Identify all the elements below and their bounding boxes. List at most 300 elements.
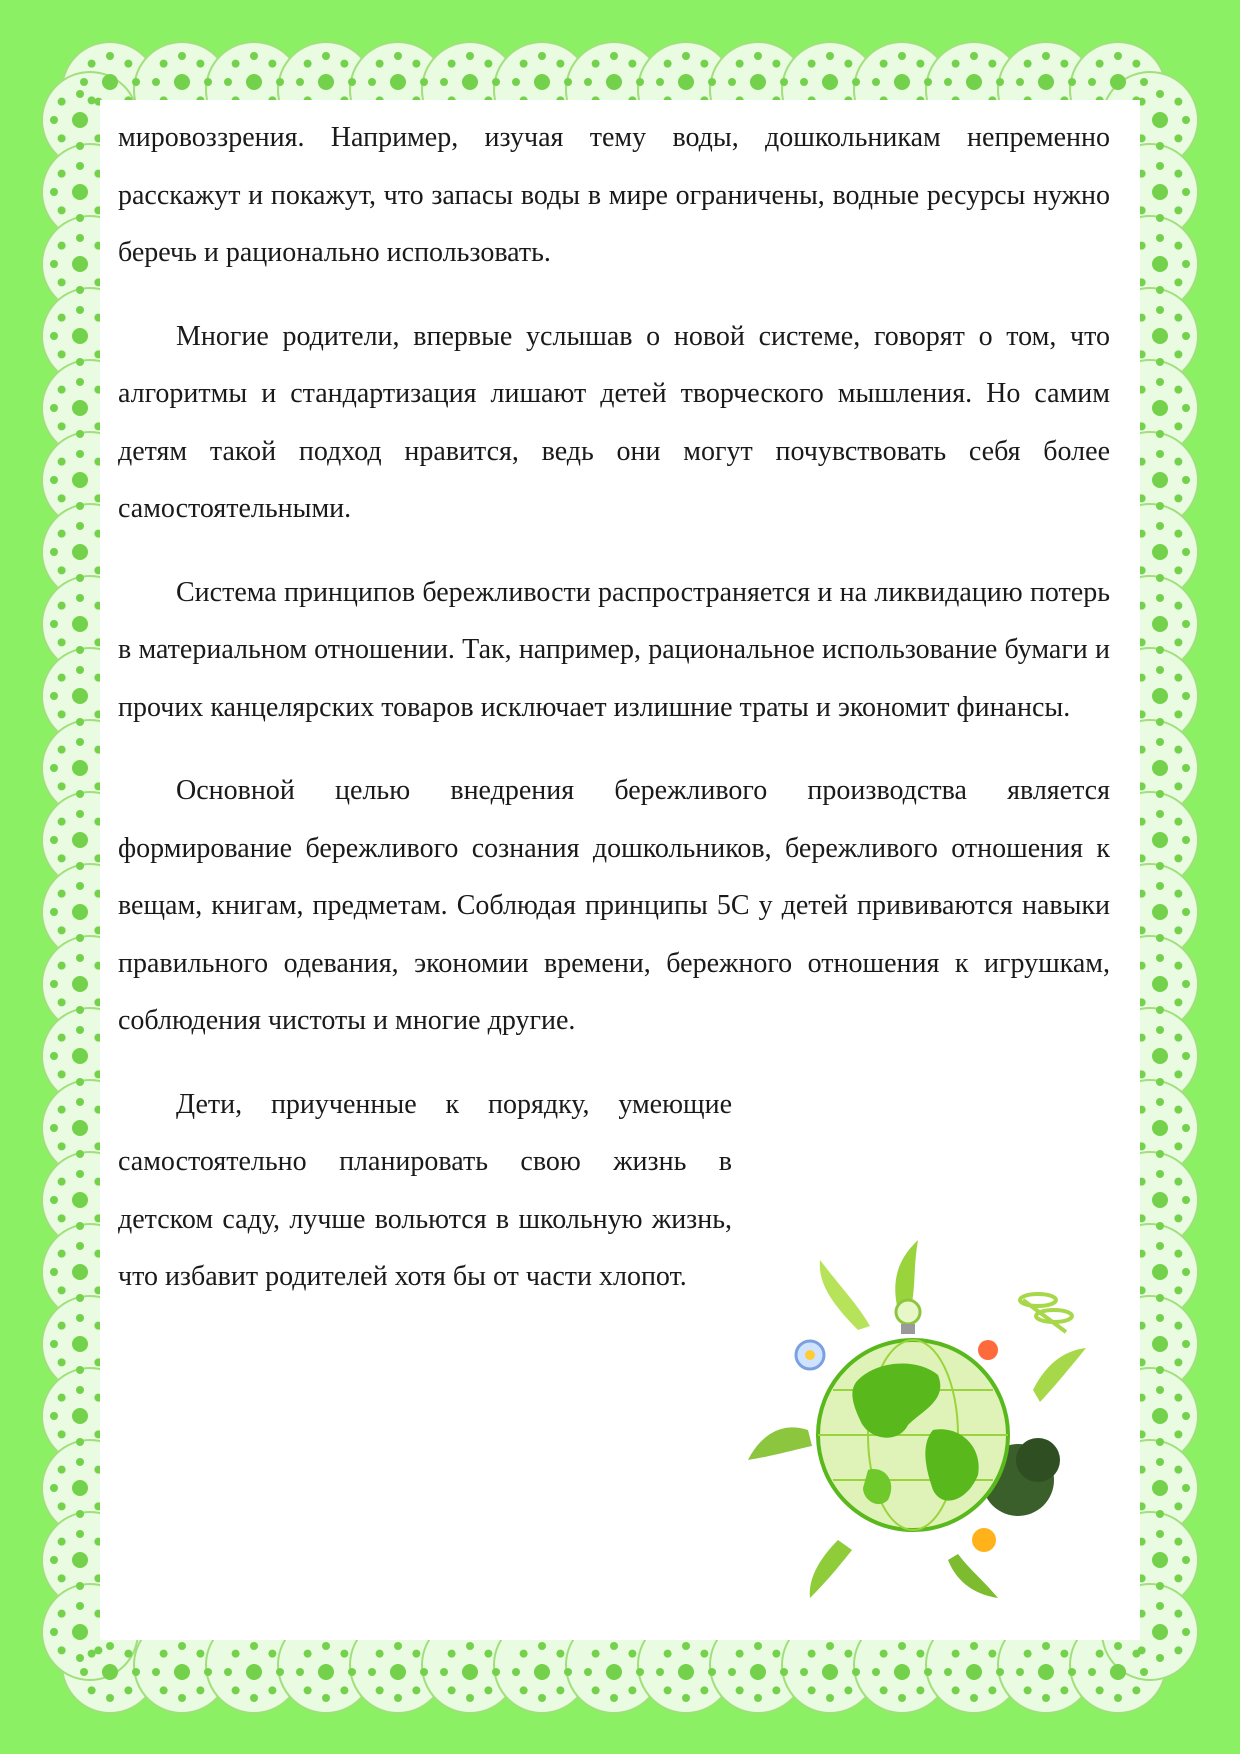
lace-scallop <box>1140 1668 1148 1676</box>
lace-scallop <box>58 1286 66 1294</box>
lace-scallop <box>916 1650 924 1658</box>
lace-scallop <box>564 1668 572 1676</box>
lace-scallop <box>50 836 58 844</box>
lace-scallop <box>512 78 520 86</box>
lace-scallop <box>1182 764 1190 772</box>
lace-scallop <box>1156 882 1164 890</box>
lace-scallop <box>1114 1694 1122 1702</box>
lace-scallop <box>50 188 58 196</box>
lace-scallop <box>448 60 456 68</box>
lace-scallop <box>76 1098 84 1106</box>
lace-scallop <box>76 142 84 150</box>
lace-scallop <box>58 134 66 142</box>
lace-scallop <box>50 1556 58 1564</box>
lace-scallop <box>50 1196 58 1204</box>
lace-scallop <box>412 1686 420 1694</box>
lace-scallop <box>72 544 88 560</box>
lace-scallop <box>700 60 708 68</box>
lace-scallop <box>1038 1664 1054 1680</box>
lace-scallop <box>1096 1686 1104 1694</box>
lace-scallop <box>780 78 788 86</box>
lace-scallop <box>1152 1048 1168 1064</box>
lace-scallop <box>58 710 66 718</box>
lace-scallop <box>1156 954 1164 962</box>
lace-scallop <box>376 1650 384 1658</box>
lace-scallop <box>76 1366 84 1374</box>
lace-scallop <box>76 1078 84 1086</box>
lace-scallop <box>916 60 924 68</box>
lace-scallop <box>1152 1192 1168 1208</box>
lace-scallop <box>1132 60 1140 68</box>
lace-scallop <box>72 616 88 632</box>
lace-scallop <box>72 904 88 920</box>
lace-scallop <box>538 1694 546 1702</box>
lace-scallop <box>76 502 84 510</box>
lace-scallop <box>1174 566 1182 574</box>
lace-scallop <box>894 1664 910 1680</box>
lace-scallop <box>880 1650 888 1658</box>
lace-scallop <box>1152 1552 1168 1568</box>
lace-scallop <box>592 1686 600 1694</box>
lace-scallop <box>826 1694 834 1702</box>
lace-scallop <box>72 256 88 272</box>
lace-scallop <box>72 1048 88 1064</box>
lace-scallop <box>76 666 84 674</box>
lace-scallop <box>50 1628 58 1636</box>
lace-scallop <box>664 1650 672 1658</box>
lace-scallop <box>1174 1358 1182 1366</box>
lace-scallop <box>1182 1052 1190 1060</box>
lace-scallop <box>898 52 906 60</box>
lace-scallop <box>376 60 384 68</box>
lace-scallop <box>466 1694 474 1702</box>
lace-scallop <box>58 1574 66 1582</box>
lace-scallop <box>996 1668 1004 1676</box>
lace-scallop <box>966 74 982 90</box>
lace-scallop <box>1060 1686 1068 1694</box>
lace-scallop <box>1174 1430 1182 1438</box>
lace-scallop <box>1152 904 1168 920</box>
lace-scallop <box>1060 60 1068 68</box>
lace-scallop <box>1156 1222 1164 1230</box>
lace-scallop <box>1156 574 1164 582</box>
lace-scallop <box>808 1650 816 1658</box>
lace-scallop <box>996 78 1004 86</box>
lace-scallop <box>1016 78 1024 86</box>
lace-scallop <box>76 306 84 314</box>
lace-scallop <box>76 1006 84 1014</box>
lace-scallop <box>106 1642 114 1650</box>
lace-scallop <box>1156 1098 1164 1106</box>
lace-scallop <box>952 1650 960 1658</box>
lace-scallop <box>76 1222 84 1230</box>
lace-scallop <box>232 1686 240 1694</box>
lace-scallop <box>988 60 996 68</box>
lace-scallop <box>1182 476 1190 484</box>
lace-scallop <box>1156 1366 1164 1374</box>
lace-scallop <box>1182 260 1190 268</box>
lace-scallop <box>1182 1556 1190 1564</box>
lace-scallop <box>58 98 66 106</box>
lace-scallop <box>1174 962 1182 970</box>
lace-scallop <box>76 522 84 530</box>
lace-scallop <box>1156 1510 1164 1518</box>
lace-scallop <box>448 1650 456 1658</box>
lace-scallop <box>1114 1642 1122 1650</box>
eco-globe-icon <box>748 1240 1088 1600</box>
lace-scallop <box>708 1668 716 1676</box>
lace-scallop <box>76 430 84 438</box>
lace-scallop <box>76 594 84 602</box>
lace-scallop <box>268 1686 276 1694</box>
lace-scallop <box>1152 832 1168 848</box>
lace-scallop <box>394 1694 402 1702</box>
lace-scallop <box>1110 74 1126 90</box>
lace-scallop <box>916 1686 924 1694</box>
lace-scallop <box>58 530 66 538</box>
lace-scallop <box>1042 52 1050 60</box>
lace-scallop <box>1156 718 1164 726</box>
lace-scallop <box>72 1552 88 1568</box>
lace-scallop <box>50 1268 58 1276</box>
lace-scallop <box>420 78 428 86</box>
lace-scallop <box>1174 458 1182 466</box>
lace-scallop <box>50 548 58 556</box>
lace-scallop <box>250 1642 258 1650</box>
lace-scallop <box>944 78 952 86</box>
lace-scallop <box>80 1668 88 1676</box>
lace-scallop <box>58 1538 66 1546</box>
paragraph-3: Система принципов бережливости распространяется и на ликвидацию потерь в материальном отношении. Так, например, рациональное использование бумаги и прочих канцелярских товаров исключает излишние траты и экономит финансы. <box>118 576 1110 723</box>
lace-scallop <box>76 1510 84 1518</box>
lace-scallop <box>178 52 186 60</box>
lace-scallop <box>196 1650 204 1658</box>
lace-scallop <box>800 1668 808 1676</box>
lace-scallop <box>72 976 88 992</box>
lace-scallop <box>708 78 716 86</box>
lace-scallop <box>76 1242 84 1250</box>
lace-scallop <box>1096 1650 1104 1658</box>
lace-scallop <box>58 170 66 178</box>
lace-scallop <box>72 1192 88 1208</box>
lace-scallop <box>656 78 664 86</box>
lace-scallop <box>1152 760 1168 776</box>
lace-scallop <box>628 1686 636 1694</box>
lace-scallop <box>72 472 88 488</box>
lace-scallop <box>1174 1466 1182 1474</box>
lace-scallop <box>1156 522 1164 530</box>
lace-scallop <box>1174 1538 1182 1546</box>
lace-scallop <box>610 1642 618 1650</box>
lace-scallop <box>174 1664 190 1680</box>
lace-scallop <box>970 1642 978 1650</box>
lace-scallop <box>76 862 84 870</box>
lace-scallop <box>50 908 58 916</box>
lace-scallop <box>988 1686 996 1694</box>
lace-scallop <box>58 1502 66 1510</box>
lace-scallop <box>58 206 66 214</box>
lace-scallop <box>1156 1294 1164 1302</box>
lace-scallop <box>412 60 420 68</box>
lace-scallop <box>178 1642 186 1650</box>
lace-scallop <box>736 1650 744 1658</box>
lace-scallop <box>1152 1624 1168 1640</box>
lace-scallop <box>606 1664 622 1680</box>
lace-scallop <box>1152 1408 1168 1424</box>
lace-scallop <box>1152 1480 1168 1496</box>
lace-scallop <box>1174 1646 1182 1654</box>
lace-scallop <box>750 1664 766 1680</box>
document-body <box>118 109 1110 1306</box>
lace-scallop <box>538 1642 546 1650</box>
paragraph-4: Основной целью внедрения бережливого производства является формирование бережливого сознания дошкольников, бережливого отношения к вещам, книгам, предметам. Соблюдая принципы 5С у детей прививаются навыки правильного одевания, экономии времени, бережного отношения к игрушкам, соблюдения чистоты и многие другие. <box>118 775 1110 1036</box>
lace-scallop <box>952 1686 960 1694</box>
lace-scallop <box>852 1668 860 1676</box>
lace-scallop <box>894 74 910 90</box>
lace-scallop <box>160 1650 168 1658</box>
lace-scallop <box>872 1668 880 1676</box>
lace-scallop <box>204 1668 212 1676</box>
lace-scallop <box>1156 1006 1164 1014</box>
lace-scallop <box>1174 1394 1182 1402</box>
lace-scallop <box>368 78 376 86</box>
lace-scallop <box>1174 1610 1182 1618</box>
lace-scallop <box>1156 1530 1164 1538</box>
lace-scallop <box>390 1664 406 1680</box>
lace-scallop <box>72 400 88 416</box>
lace-scallop <box>736 1686 744 1694</box>
lace-scallop <box>1174 386 1182 394</box>
lace-scallop <box>196 60 204 68</box>
lace-scallop <box>1174 782 1182 790</box>
lace-scallop <box>1152 328 1168 344</box>
lace-scallop <box>1174 602 1182 610</box>
lace-scallop <box>678 1664 694 1680</box>
lace-scallop <box>1152 1264 1168 1280</box>
lace-scallop <box>58 1646 66 1654</box>
lace-scallop <box>610 52 618 60</box>
lace-scallop <box>58 1178 66 1186</box>
lace-scallop <box>58 674 66 682</box>
lace-scallop <box>420 1668 428 1676</box>
lace-scallop <box>1068 78 1076 86</box>
lace-scallop <box>1156 1314 1164 1322</box>
lace-scallop <box>76 1170 84 1178</box>
lace-scallop <box>520 60 528 68</box>
lace-scallop <box>94 1646 102 1654</box>
lace-scallop <box>1096 60 1104 68</box>
lace-scallop <box>1156 306 1164 314</box>
lace-scallop <box>1174 818 1182 826</box>
lace-scallop <box>880 1686 888 1694</box>
lace-scallop <box>520 1650 528 1658</box>
lace-scallop <box>76 1530 84 1538</box>
lace-scallop <box>520 1686 528 1694</box>
lace-scallop <box>1114 52 1122 60</box>
lace-scallop <box>1156 1602 1164 1610</box>
lace-scallop <box>1182 908 1190 916</box>
lace-scallop <box>322 52 330 60</box>
lace-scallop <box>58 494 66 502</box>
lace-scallop <box>1174 1142 1182 1150</box>
lace-scallop <box>50 332 58 340</box>
lace-scallop <box>276 78 284 86</box>
lace-scallop <box>58 782 66 790</box>
lace-scallop <box>224 78 232 86</box>
lace-scallop <box>50 404 58 412</box>
lace-scallop <box>1174 890 1182 898</box>
lace-scallop <box>1174 1178 1182 1186</box>
lace-scallop <box>76 574 84 582</box>
lace-scallop <box>1156 1386 1164 1394</box>
lace-scallop <box>1042 1642 1050 1650</box>
lace-scallop <box>1156 450 1164 458</box>
lace-scallop <box>276 1668 284 1676</box>
lace-scallop <box>1174 170 1182 178</box>
lace-scallop <box>348 1668 356 1676</box>
lace-scallop <box>656 1668 664 1676</box>
lace-scallop <box>754 52 762 60</box>
lace-scallop <box>1132 1686 1140 1694</box>
lace-scallop <box>584 1668 592 1676</box>
lace-scallop <box>1174 1106 1182 1114</box>
lace-scallop <box>124 1650 132 1658</box>
lace-scallop <box>1156 1242 1164 1250</box>
lace-scallop <box>1152 688 1168 704</box>
lace-scallop <box>58 1430 66 1438</box>
lace-scallop <box>564 78 572 86</box>
lace-scallop <box>204 78 212 86</box>
lace-scallop <box>58 962 66 970</box>
lace-scallop <box>72 1336 88 1352</box>
lace-scallop <box>58 1358 66 1366</box>
lace-scallop <box>1156 810 1164 818</box>
lace-scallop <box>898 1694 906 1702</box>
lace-scallop <box>826 52 834 60</box>
lace-scallop <box>924 1668 932 1676</box>
lace-scallop <box>1182 620 1190 628</box>
lace-scallop <box>538 52 546 60</box>
lace-scallop <box>808 60 816 68</box>
lace-scallop <box>50 260 58 268</box>
lace-scallop <box>1138 1646 1146 1654</box>
lace-scallop <box>58 278 66 286</box>
lace-scallop <box>1182 836 1190 844</box>
globe-icon <box>818 1340 1008 1530</box>
lace-scallop <box>808 1686 816 1694</box>
lace-scallop <box>750 74 766 90</box>
lace-scallop <box>584 78 592 86</box>
lace-scallop <box>50 1340 58 1348</box>
lace-scallop <box>50 764 58 772</box>
lace-scallop <box>72 1408 88 1424</box>
lace-scallop <box>412 1650 420 1658</box>
lace-scallop <box>1156 214 1164 222</box>
lace-scallop <box>160 60 168 68</box>
lace-scallop <box>58 746 66 754</box>
lace-scallop <box>1174 926 1182 934</box>
lace-scallop <box>76 646 84 654</box>
lace-scallop <box>76 286 84 294</box>
lace-scallop <box>1174 746 1182 754</box>
lace-scallop <box>844 1650 852 1658</box>
lace-scallop <box>178 1694 186 1702</box>
lace-scallop <box>466 1642 474 1650</box>
lace-scallop <box>50 1484 58 1492</box>
lace-scallop <box>1174 674 1182 682</box>
lace-scallop <box>224 1668 232 1676</box>
lace-scallop <box>534 1664 550 1680</box>
lace-scallop <box>1156 1438 1164 1446</box>
lace-scallop <box>1152 544 1168 560</box>
lace-scallop <box>340 60 348 68</box>
lace-scallop <box>1174 1034 1182 1042</box>
lace-scallop <box>318 1664 334 1680</box>
lace-scallop <box>664 1686 672 1694</box>
lace-scallop <box>76 1582 84 1590</box>
lace-scallop <box>800 78 808 86</box>
lace-scallop <box>1174 206 1182 214</box>
lace-scallop <box>268 1650 276 1658</box>
lace-scallop <box>76 1386 84 1394</box>
lace-scallop <box>988 1650 996 1658</box>
lace-scallop <box>76 358 84 366</box>
lace-scallop <box>376 1686 384 1694</box>
lace-scallop <box>1174 1502 1182 1510</box>
lace-scallop <box>76 234 84 242</box>
lace-scallop <box>58 1466 66 1474</box>
lace-scallop <box>76 1314 84 1322</box>
lace-scallop <box>1156 790 1164 798</box>
lace-scallop <box>1182 548 1190 556</box>
lace-scallop <box>76 954 84 962</box>
lace-scallop <box>368 1668 376 1676</box>
lace-scallop <box>700 1686 708 1694</box>
lace-scallop <box>1174 134 1182 142</box>
lace-scallop <box>844 1686 852 1694</box>
lace-scallop <box>1182 1484 1190 1492</box>
lace-scallop <box>1174 350 1182 358</box>
lace-scallop <box>76 1602 84 1610</box>
lace-scallop <box>592 60 600 68</box>
lace-scallop <box>1156 142 1164 150</box>
lace-scallop <box>1182 1628 1190 1636</box>
lace-scallop <box>76 162 84 170</box>
lace-scallop <box>50 1052 58 1060</box>
lace-scallop <box>1156 1078 1164 1086</box>
lace-scallop <box>268 60 276 68</box>
lace-scallop <box>58 242 66 250</box>
lace-scallop <box>50 476 58 484</box>
lace-scallop <box>772 60 780 68</box>
lace-scallop <box>844 60 852 68</box>
lace-scallop <box>728 78 736 86</box>
lace-scallop <box>394 52 402 60</box>
lace-scallop <box>678 74 694 90</box>
lace-scallop <box>58 422 66 430</box>
lace-scallop <box>448 1686 456 1694</box>
lace-scallop <box>124 60 132 68</box>
lace-scallop <box>58 1142 66 1150</box>
lace-scallop <box>72 688 88 704</box>
lace-scallop <box>484 1650 492 1658</box>
lace-scallop <box>72 1264 88 1280</box>
lace-scallop <box>72 112 88 128</box>
lace-scallop <box>76 1458 84 1466</box>
lace-scallop <box>1174 1286 1182 1294</box>
lace-scallop <box>58 386 66 394</box>
lace-scallop <box>822 1664 838 1680</box>
